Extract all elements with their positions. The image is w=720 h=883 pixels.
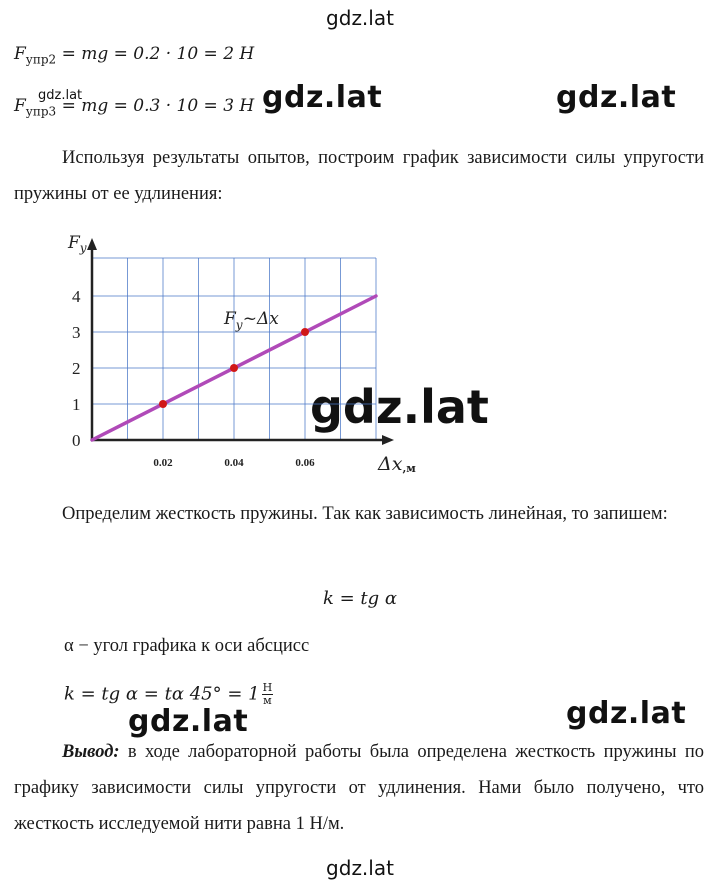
data-point	[230, 364, 238, 372]
x-tick-label: 0.02	[153, 457, 173, 469]
intro-paragraph: Используя результаты опытов, построим график зависимости силы упругости пружины от ее удлинения:	[14, 148, 704, 204]
chart-x-label: Δx,м	[378, 453, 416, 475]
chart-grid	[92, 258, 376, 440]
watermark-low-right: gdz.lat	[566, 696, 687, 731]
y-tick-label: 4	[72, 287, 81, 306]
y-tick-label: 0	[72, 431, 81, 450]
watermark-small: gdz.lat	[38, 88, 83, 103]
chart-series-label: $F_у\sim\Delta x$	[224, 309, 279, 332]
x-tick-label: 0.04	[224, 457, 244, 469]
y-axis-arrow	[87, 238, 97, 250]
formula-f-upr2: $F_{упр2}$ = mg = 0.2 · 10 = 2 H	[14, 44, 255, 67]
data-point	[301, 328, 309, 336]
k-unit-fraction: $\frac{Н}{м}$	[262, 681, 273, 707]
y-tick-label: 2	[72, 359, 81, 378]
conclusion-paragraph	[14, 734, 704, 842]
y-tick-label: 3	[72, 323, 81, 342]
conclusion-label: Вывод:	[62, 742, 120, 762]
watermark-big-a: gdz.lat	[262, 80, 383, 115]
alpha-note: α − угол графика к оси абсцисс	[64, 636, 310, 656]
x-axis-arrow	[382, 435, 394, 445]
x-tick-label: 0.06	[295, 457, 315, 469]
chart-axes	[87, 238, 394, 445]
watermark-bottom: gdz.lat	[326, 856, 394, 880]
k-formula: k = tg α	[322, 588, 398, 609]
chart-y-label: $F_у$	[68, 233, 87, 255]
watermark-big-b: gdz.lat	[556, 80, 677, 115]
definition-paragraph: Определим жесткость пружины. Так как зависимость линейная, то запишем:	[62, 504, 668, 524]
y-tick-label: 1	[72, 395, 81, 414]
watermark-low-left: gdz.lat	[128, 704, 249, 739]
conclusion-text: в ходе лабораторной работы была определена жесткость пружины по графику зависимости силы упругости от удлинения. Нами было получено, что жесткость исследуемой нити равна 1 Н/м.	[14, 742, 704, 834]
k-calculation: k = tg α = tα 45° = 1 $\frac{Н}{м}$	[64, 681, 273, 707]
data-point	[159, 400, 167, 408]
watermark-chart: gdz.lat	[310, 380, 489, 434]
formula-f-upr3: $F_{упр3}$ = mg = 0.3 · 10 = 3 H	[14, 96, 255, 119]
watermark-top: gdz.lat	[326, 6, 394, 30]
